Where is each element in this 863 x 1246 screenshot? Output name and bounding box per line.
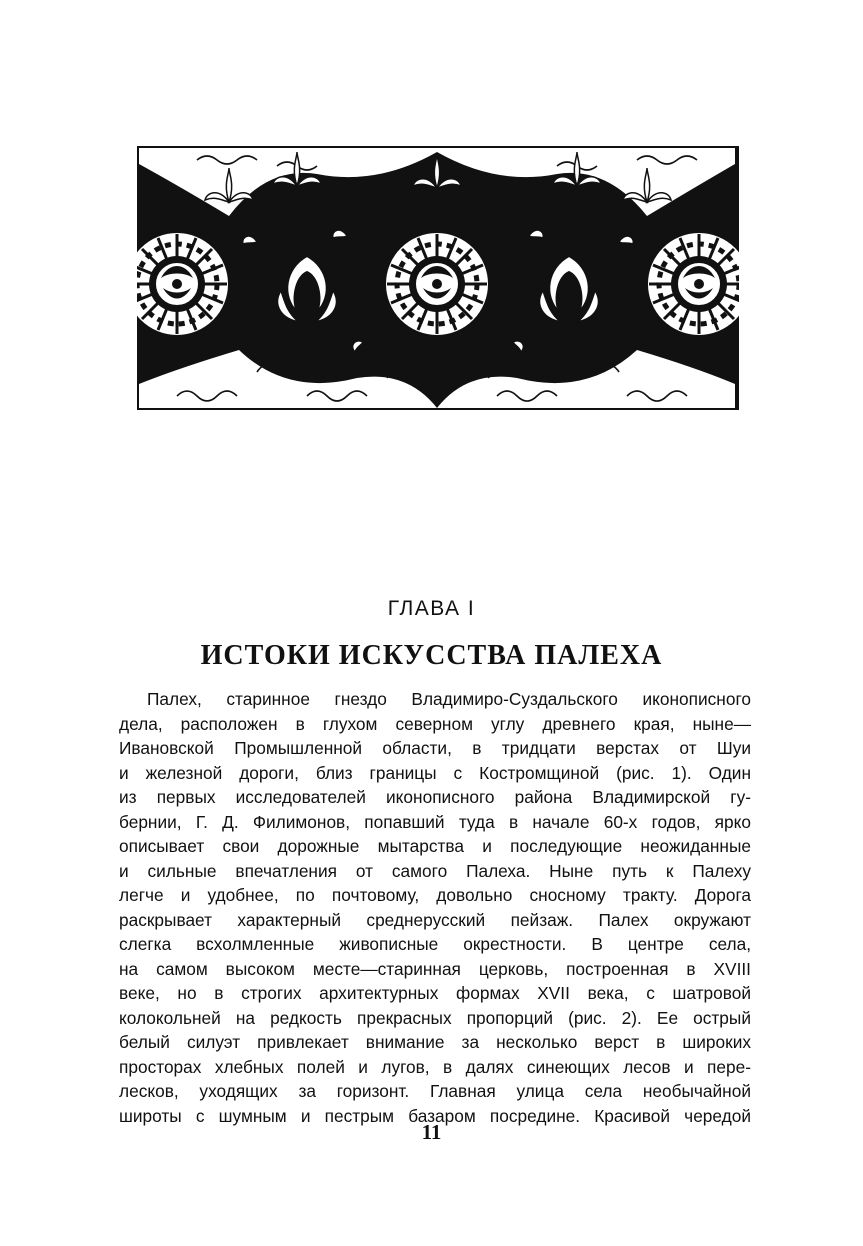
body-line: бернии, Г. Д. Филимонов, попавший туда в начале 60-х годов, ярко: [119, 811, 751, 832]
body-line: лесков, уходящих за горизонт. Главная улица села необычайной: [119, 1081, 751, 1101]
page-number: 11: [421, 1120, 442, 1144]
body-line: широты с шумным и пестрым базаром посредине. Красивой чередой: [119, 1105, 751, 1126]
body-text: [119, 687, 751, 1128]
body-line: белый силуэт привлекает внимание за несколько верст в широких: [119, 1032, 751, 1052]
body-line: раскрывает характерный среднерусский пейзаж. Палех окружают: [119, 909, 751, 930]
chapter-title: ИСТОКИ ИСКУССТВА ПАЛЕХА: [200, 640, 663, 671]
chapter-label: ГЛАВА I: [387, 597, 476, 620]
body-line: и сильные впечатления от самого Палеха. Ныне путь к Палеху: [119, 860, 751, 881]
body-line: Палех, старинное гнездо Владимиро-Суздальского иконописного: [147, 689, 751, 709]
body-line: слегка всхолмленные живописные окрестности. В центре села,: [119, 934, 751, 954]
body-line: Ивановской Промышленной области, в тридцати верстах от Шуи: [119, 738, 751, 758]
body-line: веке, но в строгих архитектурных формах XVII века, с шатровой: [119, 983, 751, 1003]
body-line: описывает свои дорожные мытарства и последующие неожиданные: [119, 836, 751, 856]
floral-ornament-band: [137, 146, 739, 410]
body-line: и железной дороги, близ границы с Костромщиной (рис. 1). Один: [119, 762, 751, 783]
body-line: из первых исследователей иконописного района Владимирской гу-: [119, 787, 751, 807]
body-line: легче и удобнее, по почтовому, довольно сносному тракту. Дорога: [119, 885, 751, 905]
body-line: колокольней на редкость прекрасных пропорций (рис. 2). Ее острый: [119, 1007, 751, 1028]
body-line: просторах хлебных полей и лугов, в далях синеющих лесов и пере-: [119, 1056, 751, 1077]
body-line: на самом высоком месте—старинная церковь, построенная в XVIII: [119, 958, 751, 979]
body-line: дела, расположен в глухом северном углу древнего края, ныне—: [119, 713, 751, 734]
